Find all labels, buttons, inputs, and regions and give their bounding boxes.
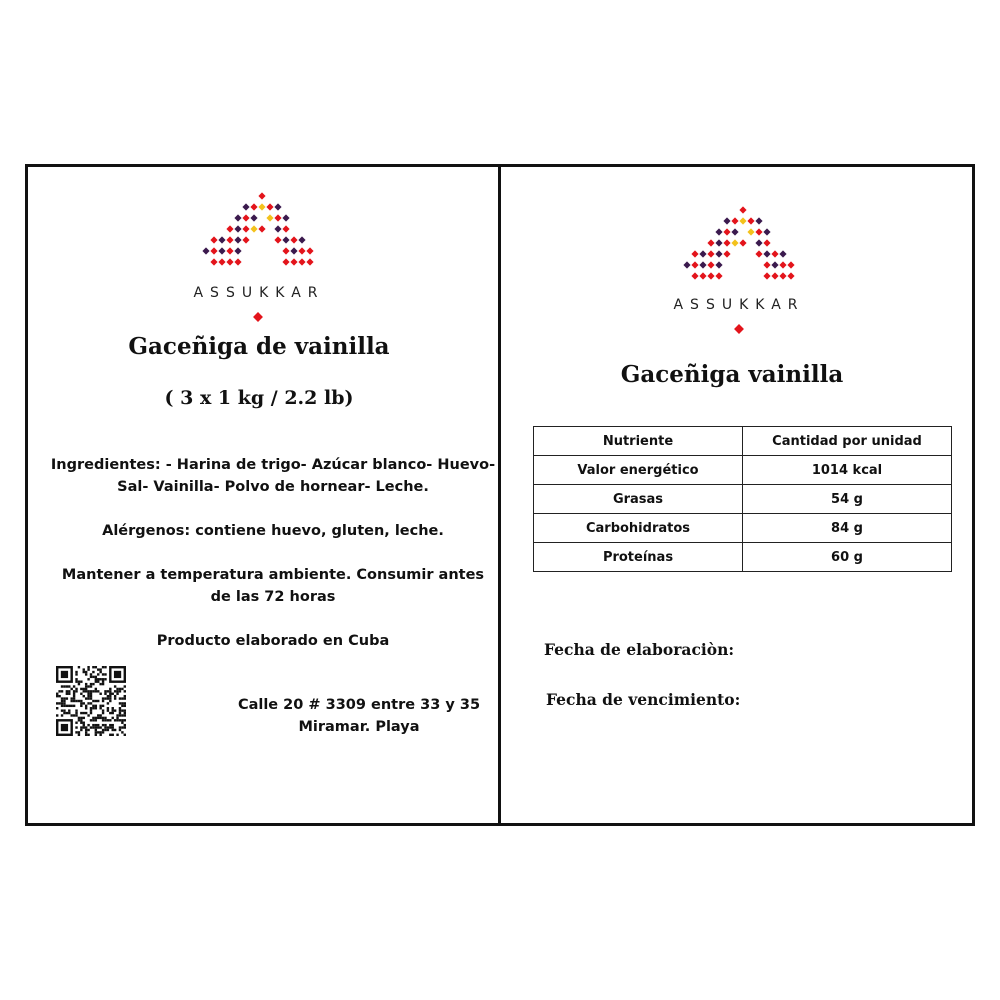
logo-diamond [699,272,706,279]
logo-diamond [226,236,233,243]
logo-diamond [755,250,762,257]
nutrient-name: Grasas [534,485,743,514]
logo-diamond [691,261,698,268]
assukkar-logo-icon [196,190,320,274]
logo-diamond [258,225,265,232]
logo-diamond [210,236,217,243]
logo-diamond [298,247,305,254]
ingredients-line-1: Ingredientes: - Harina de trigo- Azúcar blanco- Huevo- [50,457,496,473]
logo-diamond [707,239,714,246]
logo-diamond [715,272,722,279]
nutrition-title: Gaceñiga vainilla [620,361,844,388]
logo-diamond [715,250,722,257]
logo-diamond [290,247,297,254]
address-line-1: Calle 20 # 3309 entre 33 y 35 [237,697,481,713]
logo-diamond [234,214,241,221]
logo-diamond [771,250,778,257]
table-row [534,485,952,514]
logo-diamond [306,247,313,254]
logo-diamond [723,228,730,235]
logo-diamond [258,203,265,210]
logo-diamond [771,261,778,268]
logo-diamond [266,203,273,210]
header-nutrient: Nutriente [534,427,743,456]
logo-diamond [739,206,746,213]
nutrient-amount: 84 g [743,514,952,543]
logo-diamond [707,261,714,268]
logo-diamond [763,228,770,235]
table-row [534,514,952,543]
logo-diamond [282,236,289,243]
logo-diamond [779,272,786,279]
logo-diamond [226,225,233,232]
expiry-date-label: Fecha de vencimiento: [546,690,741,709]
logo-diamond [715,239,722,246]
logo-diamond [731,228,738,235]
production-date-label: Fecha de elaboraciòn: [544,640,735,659]
logo-diamond [218,258,225,265]
brand-name: ASSUKKAR [193,285,325,301]
nutrient-amount: 1014 kcal [743,456,952,485]
logo-diamond [739,239,746,246]
nutrient-name: Proteínas [534,543,743,572]
logo-diamond [274,236,281,243]
logo-diamond [234,225,241,232]
logo-diamond [715,228,722,235]
logo-diamond [226,247,233,254]
logo-diamond [250,203,257,210]
logo-diamond [763,272,770,279]
storage-line-2: de las 72 horas [210,589,336,605]
logo-diamond [274,225,281,232]
logo-diamond [234,258,241,265]
product-title: Gaceñiga de vainilla [128,333,390,360]
logo-diamond [282,214,289,221]
address-line-2: Miramar. Playa [298,719,420,735]
logo-diamond [787,272,794,279]
logo-diamond [723,250,730,257]
logo-diamond [210,247,217,254]
nutrient-name: Valor energético [534,456,743,485]
logo-diamond [787,261,794,268]
logo-diamond [210,258,217,265]
logo-diamond [242,225,249,232]
logo-diamond [723,217,730,224]
allergens-text: Alérgenos: contiene huevo, gluten, leche. [102,523,444,539]
nutrient-amount: 54 g [743,485,952,514]
origin-text: Producto elaborado en Cuba [156,633,390,649]
logo-diamond [763,239,770,246]
table-row [534,456,952,485]
logo-diamond [282,247,289,254]
logo-diamond [234,247,241,254]
logo-diamond [290,236,297,243]
nutrition-table [533,426,952,572]
logo-diamond [715,261,722,268]
logo-diamond [779,261,786,268]
logo-diamond [763,261,770,268]
logo-diamond [707,272,714,279]
logo-diamond [755,239,762,246]
logo-diamond [306,258,313,265]
logo-diamond [779,250,786,257]
product-weight: ( 3 x 1 kg / 2.2 lb) [164,387,354,409]
qr-code-icon [56,666,126,736]
red-diamond-icon [734,324,744,334]
logo-diamond [274,203,281,210]
logo-diamond [739,217,746,224]
logo-diamond [298,258,305,265]
logo-diamond [218,236,225,243]
logo-diamond [691,272,698,279]
logo-diamond [747,217,754,224]
logo-diamond [691,250,698,257]
logo-diamond [234,236,241,243]
logo-diamond [747,228,754,235]
logo-diamond [290,258,297,265]
logo-diamond [258,192,265,199]
header-amount: Cantidad por unidad [743,427,952,456]
storage-line-1: Mantener a temperatura ambiente. Consumir antes [61,567,485,583]
brand-name: ASSUKKAR [673,297,805,313]
logo-diamond [699,250,706,257]
logo-diamond [731,217,738,224]
table-row [534,543,952,572]
logo-diamond [250,214,257,221]
logo-diamond [707,250,714,257]
logo-diamond [226,258,233,265]
nutrient-amount: 60 g [743,543,952,572]
logo-diamond [763,250,770,257]
table-header-row [534,427,952,456]
logo-diamond [218,247,225,254]
logo-diamond [298,236,305,243]
logo-diamond [250,225,257,232]
logo-diamond [731,239,738,246]
logo-diamond [266,214,273,221]
logo-diamond [242,236,249,243]
logo-diamond [723,239,730,246]
logo-diamond [755,228,762,235]
logo-diamond [282,225,289,232]
assukkar-logo-icon [677,204,801,288]
logo-diamond [282,258,289,265]
ingredients-line-2: Sal- Vainilla- Polvo de hornear- Leche. [117,479,429,495]
logo-diamond [274,214,281,221]
logo-diamond [242,214,249,221]
logo-diamond [699,261,706,268]
logo-diamond [755,217,762,224]
logo-diamond [202,247,209,254]
logo-diamond [242,203,249,210]
red-diamond-icon [253,312,263,322]
logo-diamond [771,272,778,279]
nutrient-name: Carbohidratos [534,514,743,543]
logo-diamond [683,261,690,268]
